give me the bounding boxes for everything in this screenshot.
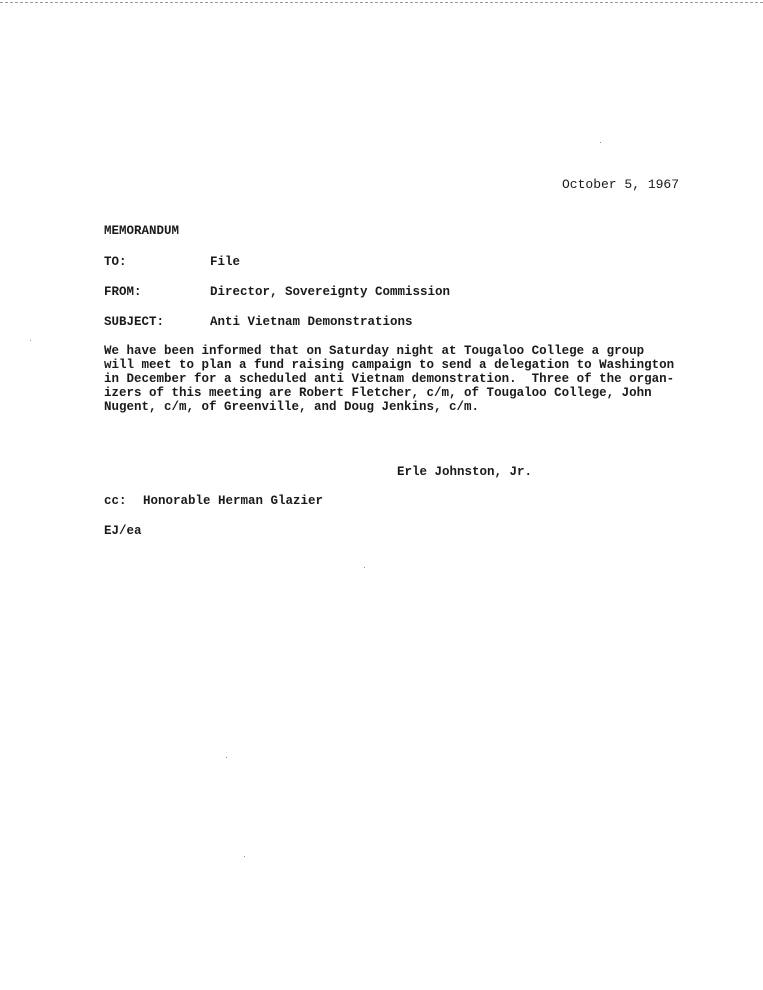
signature: Erle Johnston, Jr. bbox=[397, 465, 533, 479]
subject-value: Anti Vietnam Demonstrations bbox=[210, 315, 413, 329]
to-value: File bbox=[210, 255, 241, 269]
memo-date: October 5, 1967 bbox=[562, 177, 680, 192]
body-line: We have been informed that on Saturday night at Tougaloo College a group bbox=[104, 344, 645, 358]
subject-label: SUBJECT: bbox=[104, 315, 165, 329]
from-value: Director, Sovereignty Commission bbox=[210, 285, 451, 299]
body-line: Nugent, c/m, of Greenville, and Doug Jenkins, c/m. bbox=[104, 400, 480, 414]
body-line: will meet to plan a fund raising campaign to send a delegation to Washington bbox=[104, 358, 675, 372]
body-line: in December for a scheduled anti Vietnam demonstration. Three of the organ- bbox=[104, 372, 675, 386]
scan-speck bbox=[226, 757, 227, 758]
memo-title: MEMORANDUM bbox=[104, 224, 180, 238]
memo-body bbox=[104, 344, 704, 414]
page-top-edge bbox=[0, 2, 763, 3]
typist-initials: EJ/ea bbox=[104, 524, 142, 538]
cc-label: cc: bbox=[104, 494, 127, 508]
scan-speck bbox=[244, 856, 245, 857]
body-line: izers of this meeting are Robert Fletcher, c/m, of Tougaloo College, John bbox=[104, 386, 652, 400]
from-label: FROM: bbox=[104, 285, 142, 299]
scan-speck bbox=[364, 567, 365, 568]
scan-speck bbox=[600, 142, 601, 143]
cc-value: Honorable Herman Glazier bbox=[143, 494, 324, 508]
scan-speck bbox=[30, 340, 31, 341]
to-label: TO: bbox=[104, 255, 127, 269]
